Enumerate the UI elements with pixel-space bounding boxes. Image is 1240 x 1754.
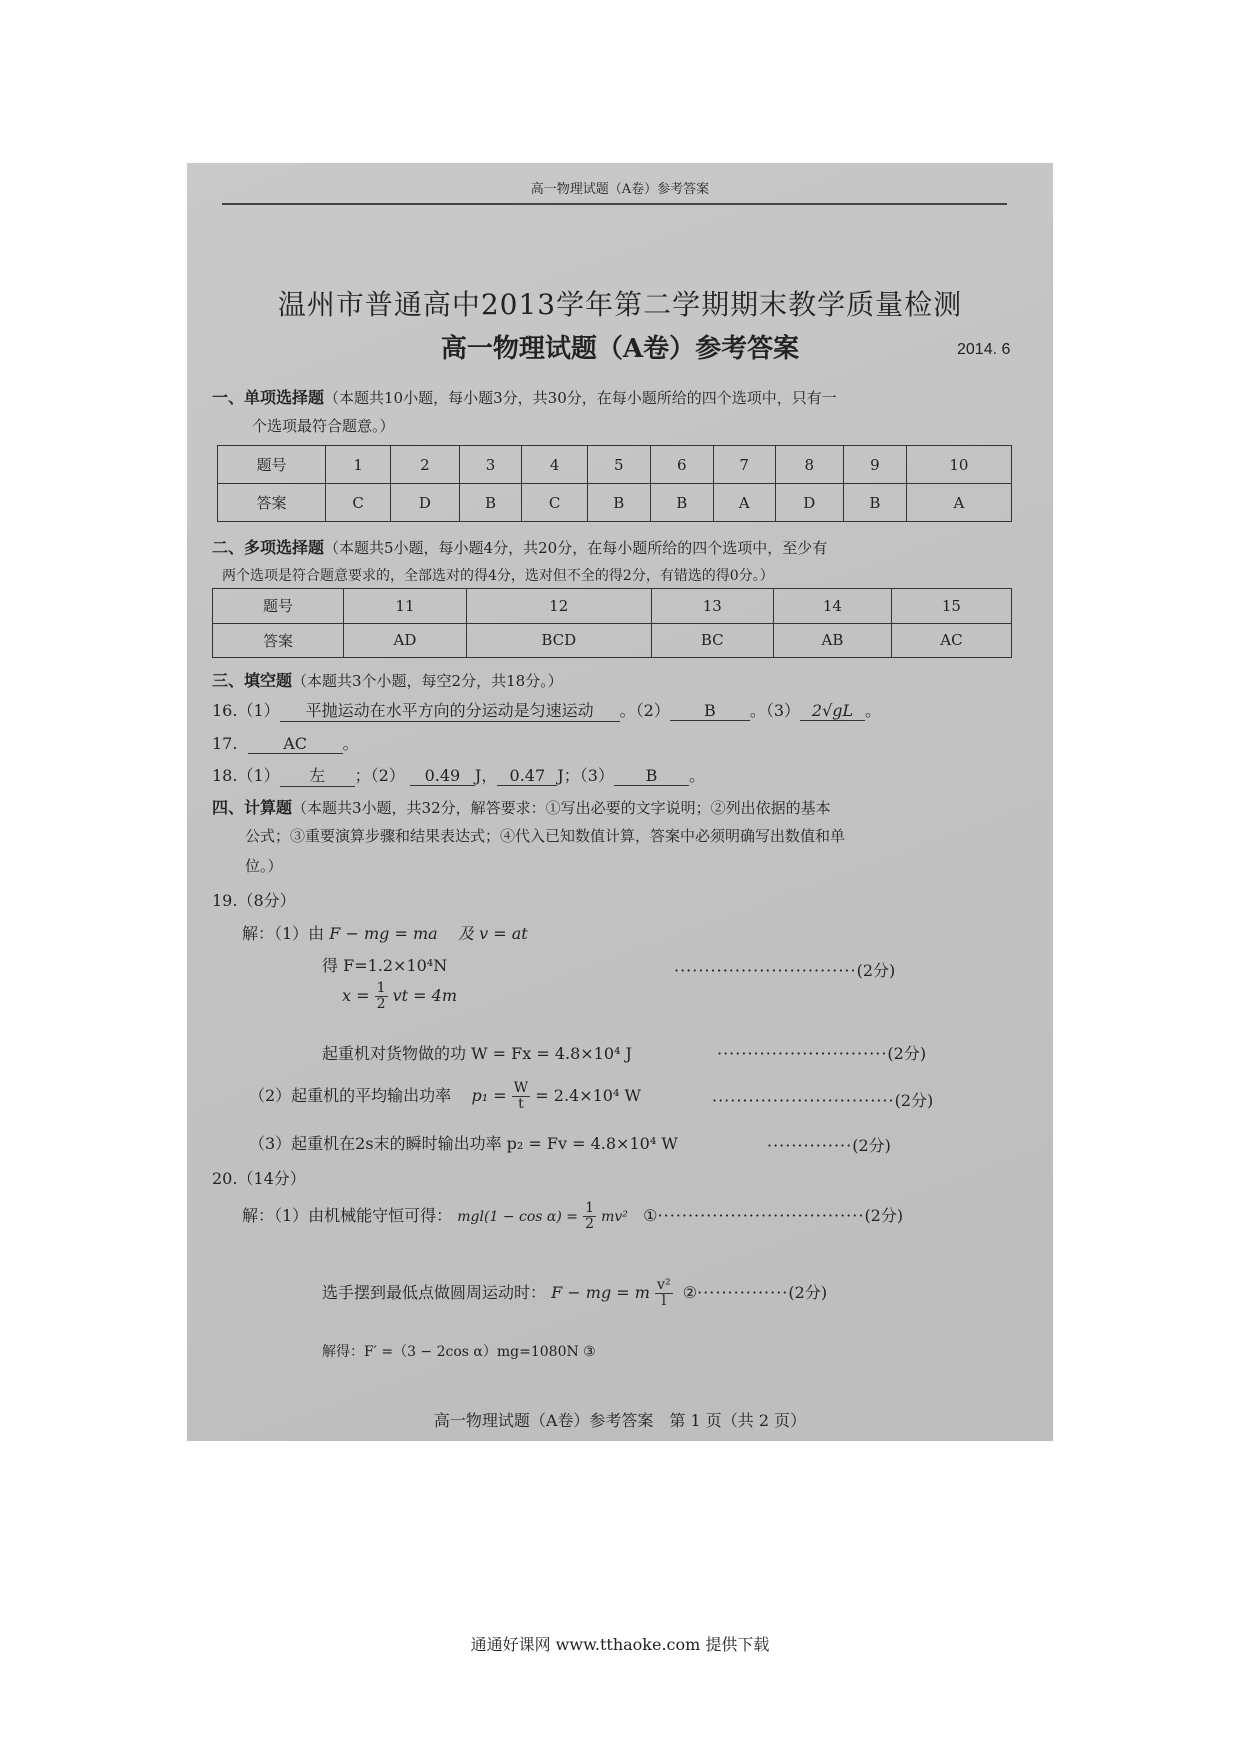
section4-line1	[212, 795, 831, 818]
q19-line2-score: ······························(2分)	[674, 961, 896, 980]
q20-line3: 解得：F′ =（3 − 2cos α）mg=1080N ③	[322, 1344, 596, 1360]
q19-line3	[342, 981, 457, 1012]
q19-x-lhs: x =	[342, 986, 370, 1005]
question-number-cell: 12	[466, 589, 651, 624]
scanned-answer-sheet	[187, 163, 1053, 1441]
q19-line2: 得 F=1.2×10⁴N	[322, 956, 448, 975]
q19-line6-score: ··············(2分)	[767, 1136, 891, 1155]
q18-number: 18.（1）	[212, 766, 280, 785]
q19-line4: 起重机对货物做的功 W = Fx = 4.8×10⁴ J	[322, 1044, 632, 1063]
section4-note: （本题共3小题，共32分，解答要求：①写出必要的文字说明；②列出依据的基本	[292, 799, 831, 817]
answer-cell: B	[650, 484, 713, 522]
question-number-cell: 3	[459, 446, 522, 484]
q17-number: 17.	[212, 734, 238, 753]
q18-answer3: 0.47	[497, 766, 557, 786]
q16-end: 。	[865, 701, 882, 720]
q16-answer3: 2√gL	[800, 701, 865, 721]
answer-cell: A	[906, 484, 1011, 522]
question-number-cell: 4	[522, 446, 587, 484]
section1-note-cont: 个选项最符合题意。）	[252, 417, 395, 435]
table-row-answers	[218, 484, 1012, 522]
fraction-w-over-t: $\frac{W}{t}$	[513, 1080, 529, 1112]
q19-line5: （2）起重机的平均输出功率 p₁ = $\frac{W}{t}$ = 2.4×10⁴ W	[249, 1080, 641, 1112]
q16-number: 16.（1）	[212, 701, 280, 720]
q19-solution-prefix: 解：（1）由	[242, 924, 325, 943]
q16-part3: 。（3）	[749, 701, 801, 720]
answer-cell: BC	[651, 623, 774, 658]
answer-cell: C	[326, 484, 391, 522]
section1-heading: 一、单项选择题	[212, 388, 325, 407]
q20-line2: 选手摆到最低点做圆周运动时： F − mg = m $\frac{\text{v²}}{l}$ ②···············(2分)	[322, 1277, 828, 1309]
question-number-cell: 10	[906, 446, 1011, 484]
answer-cell: B	[587, 484, 650, 522]
q19-equation1b: 及 v = at	[458, 924, 528, 943]
q20-line1: 解：（1）由机械能守恒可得： mgl(1 − cos α) = $\frac{1}{2}$ mv² ①··································(2分)	[242, 1200, 904, 1232]
row-label: 答案	[218, 484, 326, 522]
q16-answer2: B	[670, 701, 750, 721]
answer-cell: B	[843, 484, 906, 522]
question-number-cell: 8	[775, 446, 843, 484]
section4-note-end: 位。）	[245, 857, 283, 875]
question-number-cell: 5	[587, 446, 650, 484]
running-header: 高一物理试题（A卷）参考答案	[530, 182, 710, 197]
q17-end: 。	[342, 734, 359, 753]
q18-unit3: J；（3）	[557, 766, 614, 785]
question-number-cell: 7	[713, 446, 775, 484]
fraction-one-half: $\frac{1}{2}$	[376, 980, 386, 1012]
q19-x-rhs: vt = 4m	[392, 986, 458, 1005]
score: (2分)	[856, 961, 896, 980]
fraction-v2-over-l: $\frac{\text{v²}}{l}$	[657, 1277, 671, 1309]
q16-line	[212, 698, 881, 722]
answer-cell: B	[459, 484, 522, 522]
section3-heading: 三、填空题	[212, 671, 293, 690]
answer-cell: AC	[891, 623, 1011, 658]
q18-answer2: 0.49	[410, 766, 475, 786]
q18-unit2: J，	[474, 766, 498, 785]
q16-answer1: 平抛运动在水平方向的分运动是匀速运动	[280, 698, 620, 722]
answer-cell: AB	[774, 623, 892, 658]
q17-line	[212, 731, 359, 754]
section2-answer-table	[212, 588, 1012, 658]
answer-cell: BCD	[466, 623, 651, 658]
section2-note: （本题共5小题，每小题4分，共20分，在每小题所给的四个选项中，至少有	[324, 539, 828, 557]
table-row-numbers	[213, 589, 1012, 624]
question-number-cell: 15	[891, 589, 1011, 624]
question-number-cell: 9	[843, 446, 906, 484]
section2-heading: 二、多项选择题	[212, 538, 325, 557]
q19-equation1: F − mg = ma	[329, 924, 438, 943]
q19-line4-score: ····························(2分)	[717, 1044, 927, 1063]
section2-note-cont: 两个选项是符合题意要求的，全部选对的得4分，选对但不全的得2分，有错选的得0分。）	[222, 568, 774, 584]
row-label: 答案	[213, 623, 344, 658]
question-number-cell: 2	[391, 446, 459, 484]
q16-part2: 。（2）	[619, 701, 670, 720]
q19-line6: （3）起重机在2s末的瞬时输出功率 p₂ = Fv = 4.8×10⁴ W	[249, 1134, 678, 1153]
document-title: 温州市普通高中2013学年第二学期期末教学质量检测	[277, 288, 963, 321]
section2-line1	[212, 535, 827, 558]
q20-title: 20.（14分）	[212, 1169, 306, 1188]
section4-note-cont: 公式；③重要演算步骤和结果表达式；④代入已知数值计算，答案中必须明确写出数值和单	[245, 827, 846, 845]
table-row-answers	[213, 623, 1012, 658]
header-rule	[222, 203, 1007, 205]
section4-heading: 四、计算题	[212, 798, 293, 817]
section1-line1	[212, 385, 837, 408]
q19-line5-score: ······························(2分)	[712, 1091, 934, 1110]
q18-answer4: B	[614, 766, 689, 786]
answer-cell: AD	[344, 623, 467, 658]
answer-cell: C	[522, 484, 587, 522]
question-number-cell: 14	[774, 589, 892, 624]
question-number-cell: 13	[651, 589, 774, 624]
answer-cell: A	[713, 484, 775, 522]
section1-note: （本题共10小题，每小题3分，共30分，在每小题所给的四个选项中，只有一	[324, 389, 837, 407]
answer-cell: D	[775, 484, 843, 522]
document-date: 2014. 6	[957, 341, 1011, 358]
q18-part2: ；（2）	[354, 766, 405, 785]
question-number-cell: 6	[650, 446, 713, 484]
question-number-cell: 11	[344, 589, 467, 624]
site-credit: 通通好课网 www.tthaoke.com 提供下载	[470, 1635, 770, 1654]
q18-end: 。	[688, 766, 705, 785]
table-row-numbers	[218, 446, 1012, 484]
q19-line1	[242, 921, 528, 944]
section1-answer-table	[217, 445, 1012, 522]
q18-line	[212, 763, 705, 787]
row-label: 题号	[213, 589, 344, 624]
answer-cell: D	[391, 484, 459, 522]
row-label: 题号	[218, 446, 326, 484]
fraction-one-half: $\frac{1}{2}$	[585, 1200, 595, 1232]
q17-answer: AC	[248, 734, 343, 754]
page-footer: 高一物理试题（A卷）参考答案 第 1 页（共 2 页）	[433, 1411, 807, 1430]
q19-title: 19.（8分）	[212, 891, 296, 910]
question-number-cell: 1	[326, 446, 391, 484]
document-subtitle: 高一物理试题（A卷）参考答案	[440, 334, 800, 364]
q18-answer1: 左	[280, 763, 355, 787]
section3-note: （本题共3个小题，每空2分，共18分。）	[292, 672, 563, 690]
section3-line	[212, 668, 563, 691]
